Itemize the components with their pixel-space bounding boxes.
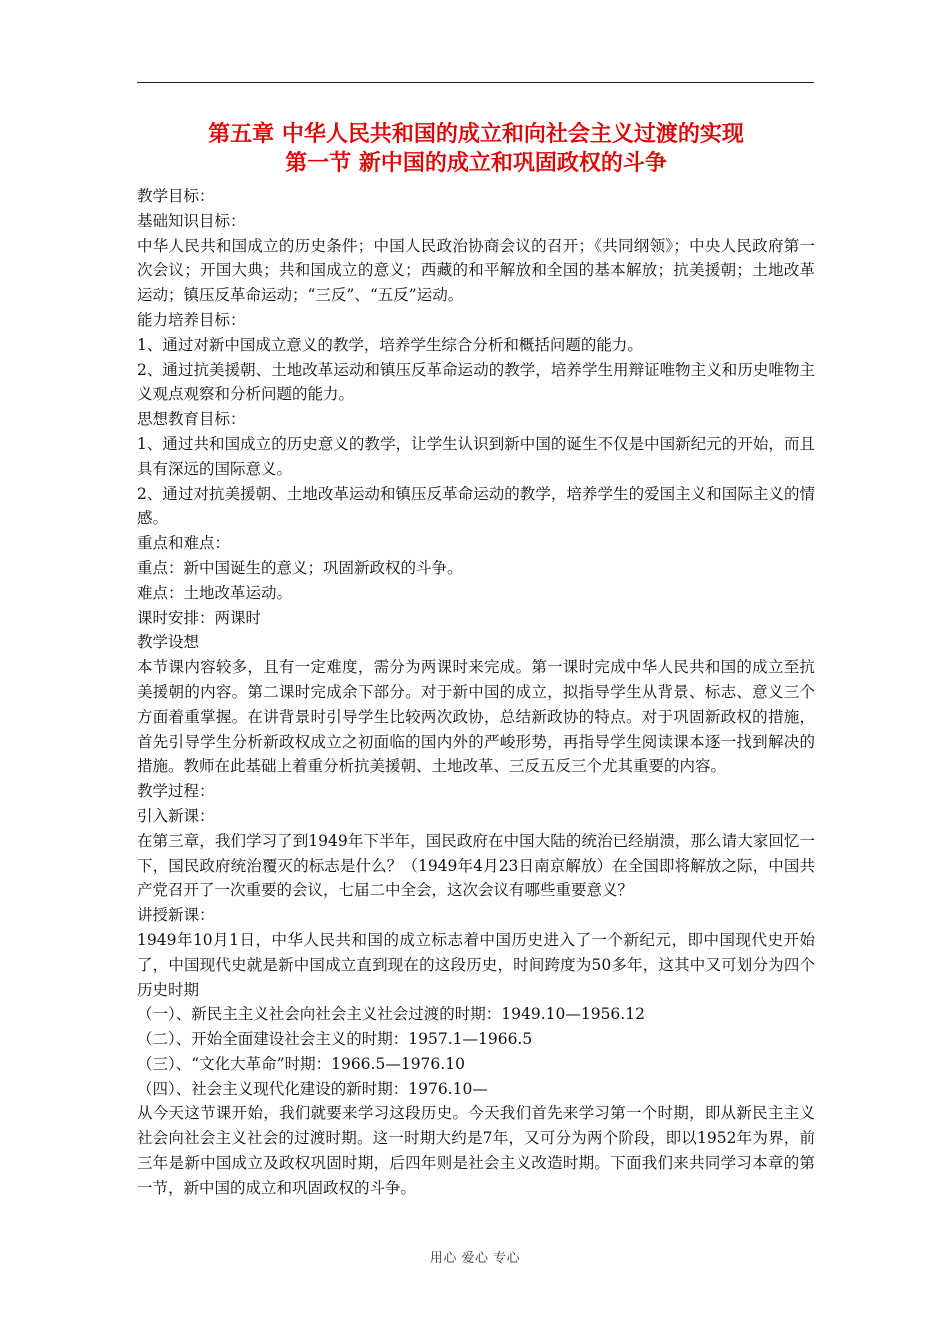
paragraph: 从今天这节课开始，我们就要来学习这段历史。今天我们首先来学习第一个时期，即从新民主主义社会向社会主义社会的过渡时期。这一时期大约是7年，又可分为两个阶段，即以1952年为界，前三年是新中国成立及政权巩固时期，后四年则是社会主义改造时期。下面我们来共同学习本章的第一节，新中国的成立和巩固政权的斗争。 <box>137 1104 815 1197</box>
paragraph: 中华人民共和国成立的历史条件；中国人民政治协商会议的召开；《共同纲领》；中央人民政府第一次会议；开国大典；共和国成立的意义；西藏的和平解放和全国的基本解放；抗美援朝；土地改革运动；镇压反革命运动；“三反”、“五反”运动。 <box>137 236 815 305</box>
paragraph: 1、通过对新中国成立意义的教学，培养学生综合分析和概括问题的能力。 <box>137 335 643 354</box>
paragraph: 在第三章，我们学习了到1949年下半年，国民政府在中国大陆的统治已经崩溃，那么请大家回忆一下，国民政府统治覆灭的标志是什么？（1949年4月23日南京解放）在全国即将解放之际，中国共产党召开了一次重要的会议，七届二中全会，这次会议有哪些重要意义？ <box>137 831 815 900</box>
paragraph: 2、通过抗美援朝、土地改革运动和镇压反革命运动的教学，培养学生用辩证唯物主义和历史唯物主义观点观察和分析问题的能力。 <box>137 360 815 404</box>
paragraph: 思想教育目标： <box>137 410 246 429</box>
paragraph: 引入新课： <box>137 806 215 825</box>
page-footer: 用心 爱心 专心 <box>429 1251 521 1266</box>
paragraph: 教学设想 <box>137 633 200 652</box>
paragraph: 教学过程： <box>137 782 215 801</box>
paragraph: 1949年10月1日，中华人民共和国的成立标志着中国历史进入了一个新纪元，即中国现代史开始了，中国现代史就是新中国成立直到现在的这段历史，时间跨度为50多年，这其中又可划分为四个历史时期 <box>137 930 815 999</box>
chapter-title: 第五章 中华人民共和国的成立和向社会主义过渡的实现 <box>208 121 744 147</box>
paragraph: 2、通过对抗美援朝、土地改革运动和镇压反革命运动的教学，培养学生的爱国主义和国际主义的情感。 <box>137 484 815 528</box>
paragraph: 本节课内容较多，且有一定难度，需分为两课时来完成。第一课时完成中华人民共和国的成立至抗美援朝的内容。第二课时完成余下部分。对于新中国的成立，拟指导学生从背景、标志、意义三个方面着重掌握。在讲背景时引导学生比较两次政协，总结新政协的特点。对于巩固新政权的措施，首先引导学生分析新政权成立之初面临的国内外的严峻形势，再指导学生阅读课本逐一找到解决的措施。教师在此基础上着重分析抗美援朝、土地改革、三反五反三个尤其重要的内容。 <box>137 658 815 776</box>
paragraph: 教学目标： <box>137 187 215 205</box>
period-item: （三）、“文化大革命”时期：1966.5—1976.10 <box>137 1054 465 1073</box>
paragraph: 难点：土地改革运动。 <box>137 583 293 602</box>
paragraph: 重点：新中国诞生的意义；巩固新政权的斗争。 <box>137 558 463 577</box>
period-item: （一）、新民主主义社会向社会主义社会过渡的时期：1949.10—1956.12 <box>137 1005 645 1024</box>
section-title: 第一节 新中国的成立和巩固政权的斗争 <box>285 150 667 176</box>
period-item: （二）、开始全面建设社会主义的时期：1957.1—1966.5 <box>137 1030 533 1049</box>
document-body <box>137 120 815 1201</box>
paragraph: 1、通过共和国成立的历史意义的教学，让学生认识到新中国的诞生不仅是中国新纪元的开始，而且具有深远的国际意义。 <box>137 434 815 478</box>
paragraph: 能力培养目标： <box>137 310 246 329</box>
paragraph: 讲授新课： <box>137 906 215 925</box>
paragraph: 基础知识目标： <box>137 211 246 230</box>
paragraph: 课时安排：两课时 <box>137 608 262 627</box>
period-item: （四）、社会主义现代化建设的新时期：1976.10— <box>137 1079 488 1098</box>
paragraph: 重点和难点： <box>137 534 231 553</box>
header-rule <box>137 82 814 83</box>
